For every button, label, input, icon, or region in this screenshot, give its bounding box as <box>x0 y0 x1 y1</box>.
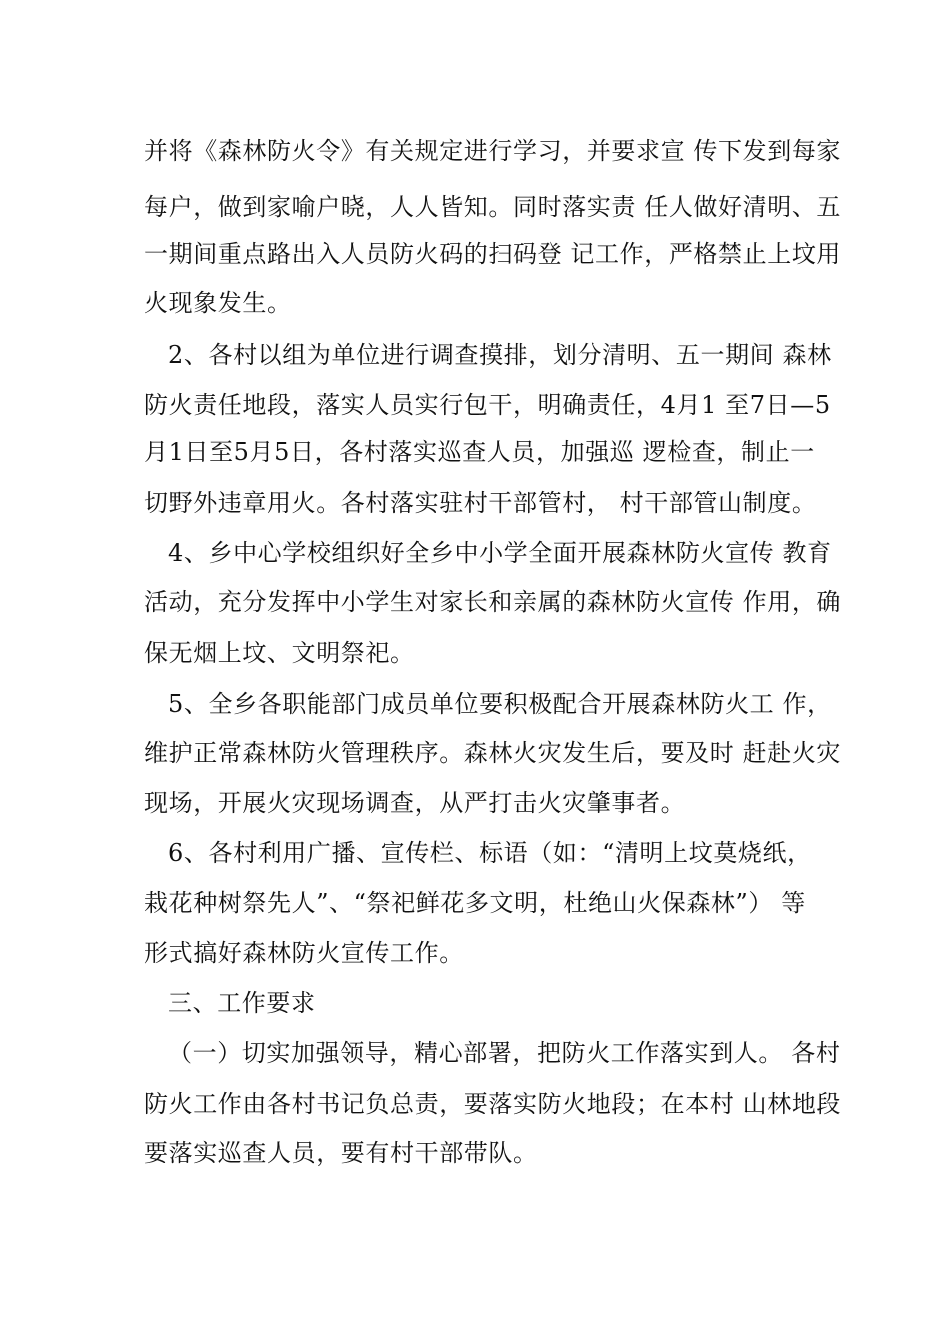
text-line: 每户，做到家喻户晓，人人皆知。同时落实责 任人做好清明、五 <box>144 193 842 221</box>
text-line: 切野外违章用火。各村落实驻村干部管村， 村干部管山制度。 <box>144 489 817 517</box>
text-line: 现场，开展火灾现场调查，从严打击火灾肇事者。 <box>144 789 686 817</box>
text-line: 要落实巡查人员，要有村干部带队。 <box>144 1139 538 1167</box>
text-line: 一期间重点路出入人员防火码的扫码登 记工作，严格禁止上坟用 <box>144 240 842 268</box>
text-line: 4、乡中心学校组织好全乡中小学全面开展森林防火宣传 教育 <box>168 539 832 567</box>
text-line: 防火责任地段，落实人员实行包干，明确责任，4月1 至7日—5 <box>144 391 831 419</box>
text-line: 形式搞好森林防火宣传工作。 <box>144 939 464 967</box>
text-line: 5、全乡各职能部门成员单位要积极配合开展森林防火工 作， <box>168 690 832 718</box>
text-line: 活动，充分发挥中小学生对家长和亲属的森林防火宣传 作用，确 <box>144 588 842 616</box>
text-line: 2、各村以组为单位进行调查摸排，划分清明、五一期间 森林 <box>168 341 832 369</box>
text-line: 并将《森林防火令》有关规定进行学习，并要求宣 传下发到每家 <box>144 137 842 165</box>
text-line: 火现象发生。 <box>144 289 292 317</box>
text-line: 栽花种树祭先人”、“祭祀鲜花多文明，杜绝山火保森林”） 等 <box>144 889 806 917</box>
text-line: 月1日至5月5日，各村落实巡查人员，加强巡 逻检查，制止一 <box>144 438 815 466</box>
section-heading: 三、工作要求 <box>168 989 316 1017</box>
text-line: 防火工作由各村书记负总责，要落实防火地段；在本村 山林地段 <box>144 1090 842 1118</box>
text-line: （一）切实加强领导，精心部署，把防火工作落实到人。 各村 <box>168 1039 841 1067</box>
text-line: 保无烟上坟、文明祭祀。 <box>144 639 415 667</box>
text-line: 6、各村利用广播、宣传栏、标语（如：“清明上坟莫烧纸， <box>168 839 812 867</box>
text-line: 维护正常森林防火管理秩序。森林火灾发生后，要及时 赶赴火灾 <box>144 739 842 767</box>
